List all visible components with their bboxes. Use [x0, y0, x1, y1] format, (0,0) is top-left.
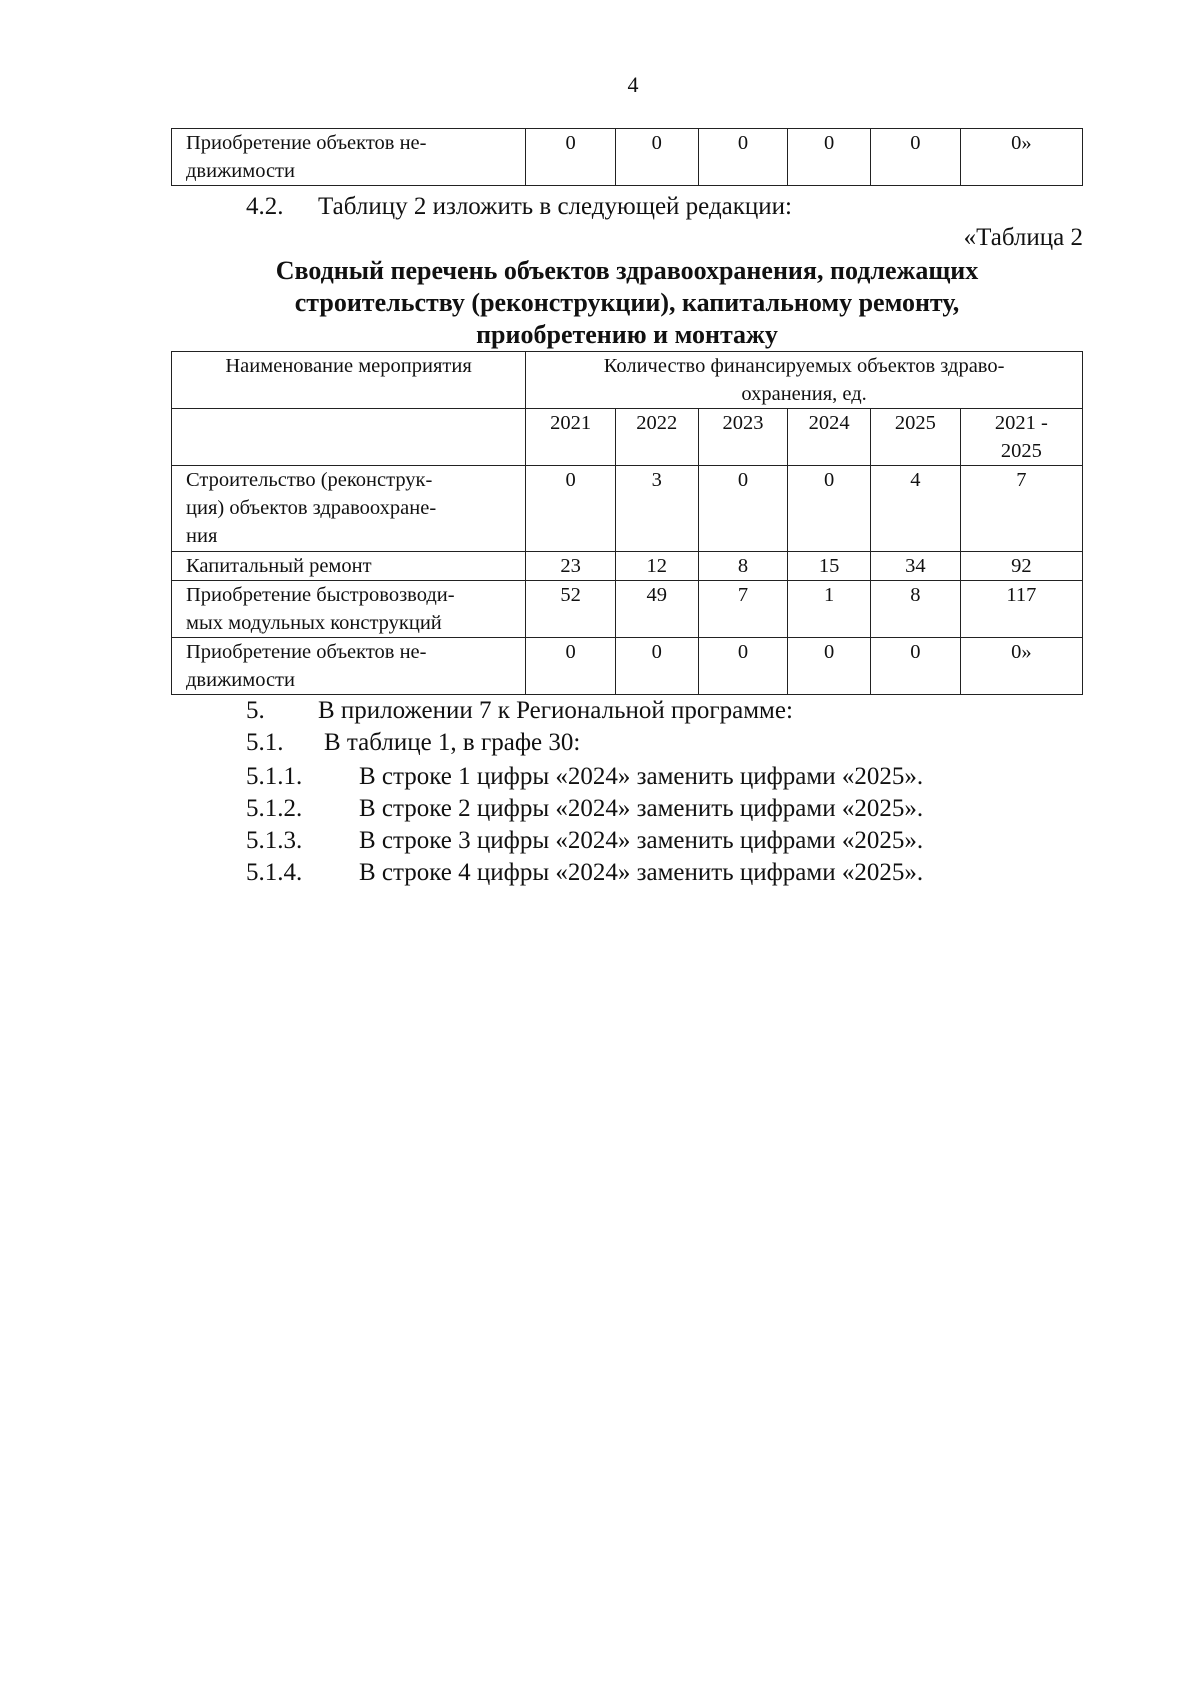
subitem — [246, 794, 923, 824]
value-cell: 0 — [788, 638, 871, 695]
item-text: В строке 2 цифры «2024» заменить цифрами «2025». — [359, 795, 924, 822]
total-header-line: 2025 — [1000, 440, 1042, 462]
table-title-line: строительству (реконструкции), капитальному ремонту, — [294, 288, 960, 317]
item-text: В таблице 1, в графе 30: — [324, 729, 581, 756]
item-text: Таблицу 2 изложить в следующей редакции: — [318, 193, 792, 220]
value-cell: 0 — [788, 129, 871, 186]
value-cell: 4 — [870, 466, 960, 552]
row-name-cell — [172, 129, 526, 186]
value-cell: 3 — [615, 466, 698, 552]
value-cell: 0 — [615, 638, 698, 695]
value-cell: 0 — [616, 129, 699, 186]
page-number: 4 — [627, 72, 639, 97]
value-cell: 7 — [960, 466, 1082, 552]
row-name-cell — [172, 638, 526, 695]
row-name-cell — [172, 581, 526, 638]
row-name-cell — [172, 466, 526, 552]
summary-table — [171, 351, 1083, 695]
value-cell: 0» — [960, 638, 1082, 695]
item-5 — [246, 696, 793, 726]
item-4-2 — [246, 192, 792, 222]
empty-header-cell — [172, 409, 526, 466]
year-header-cell: 2022 — [615, 409, 698, 466]
year-header-cell: 2024 — [788, 409, 871, 466]
year-header-cell: 2025 — [870, 409, 960, 466]
continued-table — [171, 128, 1083, 186]
table-row — [172, 466, 1083, 552]
item-number: 5. — [246, 697, 265, 724]
total-header-cell — [960, 409, 1082, 466]
header-name-cell: Наименование мероприятия — [172, 352, 526, 409]
value-cell: 8 — [870, 581, 960, 638]
value-cell: 0 — [526, 466, 616, 552]
value-cell: 15 — [788, 552, 871, 581]
row-name-line: мых модульных конструкций — [186, 612, 442, 634]
value-cell: 49 — [615, 581, 698, 638]
item-number: 5.1.4. — [246, 859, 303, 886]
row-name-cell: Капитальный ремонт — [172, 552, 526, 581]
value-cell: 92 — [960, 552, 1082, 581]
year-header-cell: 2023 — [698, 409, 788, 466]
value-cell: 0» — [960, 129, 1082, 186]
row-name-line: движимости — [186, 160, 295, 182]
row-name-line: движимости — [186, 669, 295, 691]
item-text: В приложении 7 к Региональной программе: — [318, 697, 793, 724]
subitem — [246, 826, 923, 856]
header-group-cell — [526, 352, 1083, 409]
row-name-line: Приобретение объектов не- — [186, 641, 427, 663]
row-name-line: Строительство (реконструк- — [186, 469, 433, 491]
item-number: 5.1.2. — [246, 795, 303, 822]
table-caption: «Таблица 2 — [963, 224, 1083, 251]
value-cell: 0 — [698, 129, 788, 186]
item-number: 5.1.1. — [246, 763, 303, 790]
subitem — [246, 762, 923, 792]
value-cell: 0 — [698, 466, 788, 552]
total-header-line: 2021 - — [994, 412, 1048, 434]
year-header-cell: 2021 — [526, 409, 616, 466]
header-group-line: Количество финансируемых объектов здраво- — [603, 355, 1005, 377]
value-cell: 0 — [788, 466, 871, 552]
table-row — [172, 552, 1083, 581]
value-cell: 0 — [870, 129, 960, 186]
header-group-line: охранения, ед. — [741, 383, 867, 405]
table-row — [172, 129, 1083, 186]
table-title-line: Сводный перечень объектов здравоохранения, подлежащих — [275, 256, 979, 285]
value-cell: 0 — [870, 638, 960, 695]
item-number: 5.1.3. — [246, 827, 303, 854]
value-cell: 0 — [526, 638, 616, 695]
item-text: В строке 4 цифры «2024» заменить цифрами «2025». — [359, 859, 924, 886]
value-cell: 0 — [698, 638, 788, 695]
table-header-row — [172, 352, 1083, 409]
value-cell: 23 — [526, 552, 616, 581]
value-cell: 52 — [526, 581, 616, 638]
value-cell: 7 — [698, 581, 788, 638]
item-number: 4.2. — [246, 193, 284, 220]
row-name-line: ция) объектов здравоохране- — [186, 497, 437, 519]
subitem — [246, 858, 923, 888]
item-number: 5.1. — [246, 729, 284, 756]
value-cell: 117 — [960, 581, 1082, 638]
item-text: В строке 3 цифры «2024» заменить цифрами «2025». — [359, 827, 924, 854]
value-cell: 1 — [788, 581, 871, 638]
row-name-line: Приобретение объектов не- — [186, 132, 427, 154]
value-cell: 8 — [698, 552, 788, 581]
table-title — [171, 255, 1083, 351]
item-text: В строке 1 цифры «2024» заменить цифрами «2025». — [359, 763, 924, 790]
table-header-row — [172, 409, 1083, 466]
value-cell: 0 — [526, 129, 616, 186]
value-cell: 34 — [870, 552, 960, 581]
row-name-line: ния — [186, 525, 218, 547]
item-5-1 — [246, 728, 580, 758]
value-cell: 12 — [615, 552, 698, 581]
table-row — [172, 638, 1083, 695]
table-row — [172, 581, 1083, 638]
table-title-line: приобретению и монтажу — [476, 320, 778, 349]
row-name-line: Приобретение быстровозводи- — [186, 584, 455, 606]
